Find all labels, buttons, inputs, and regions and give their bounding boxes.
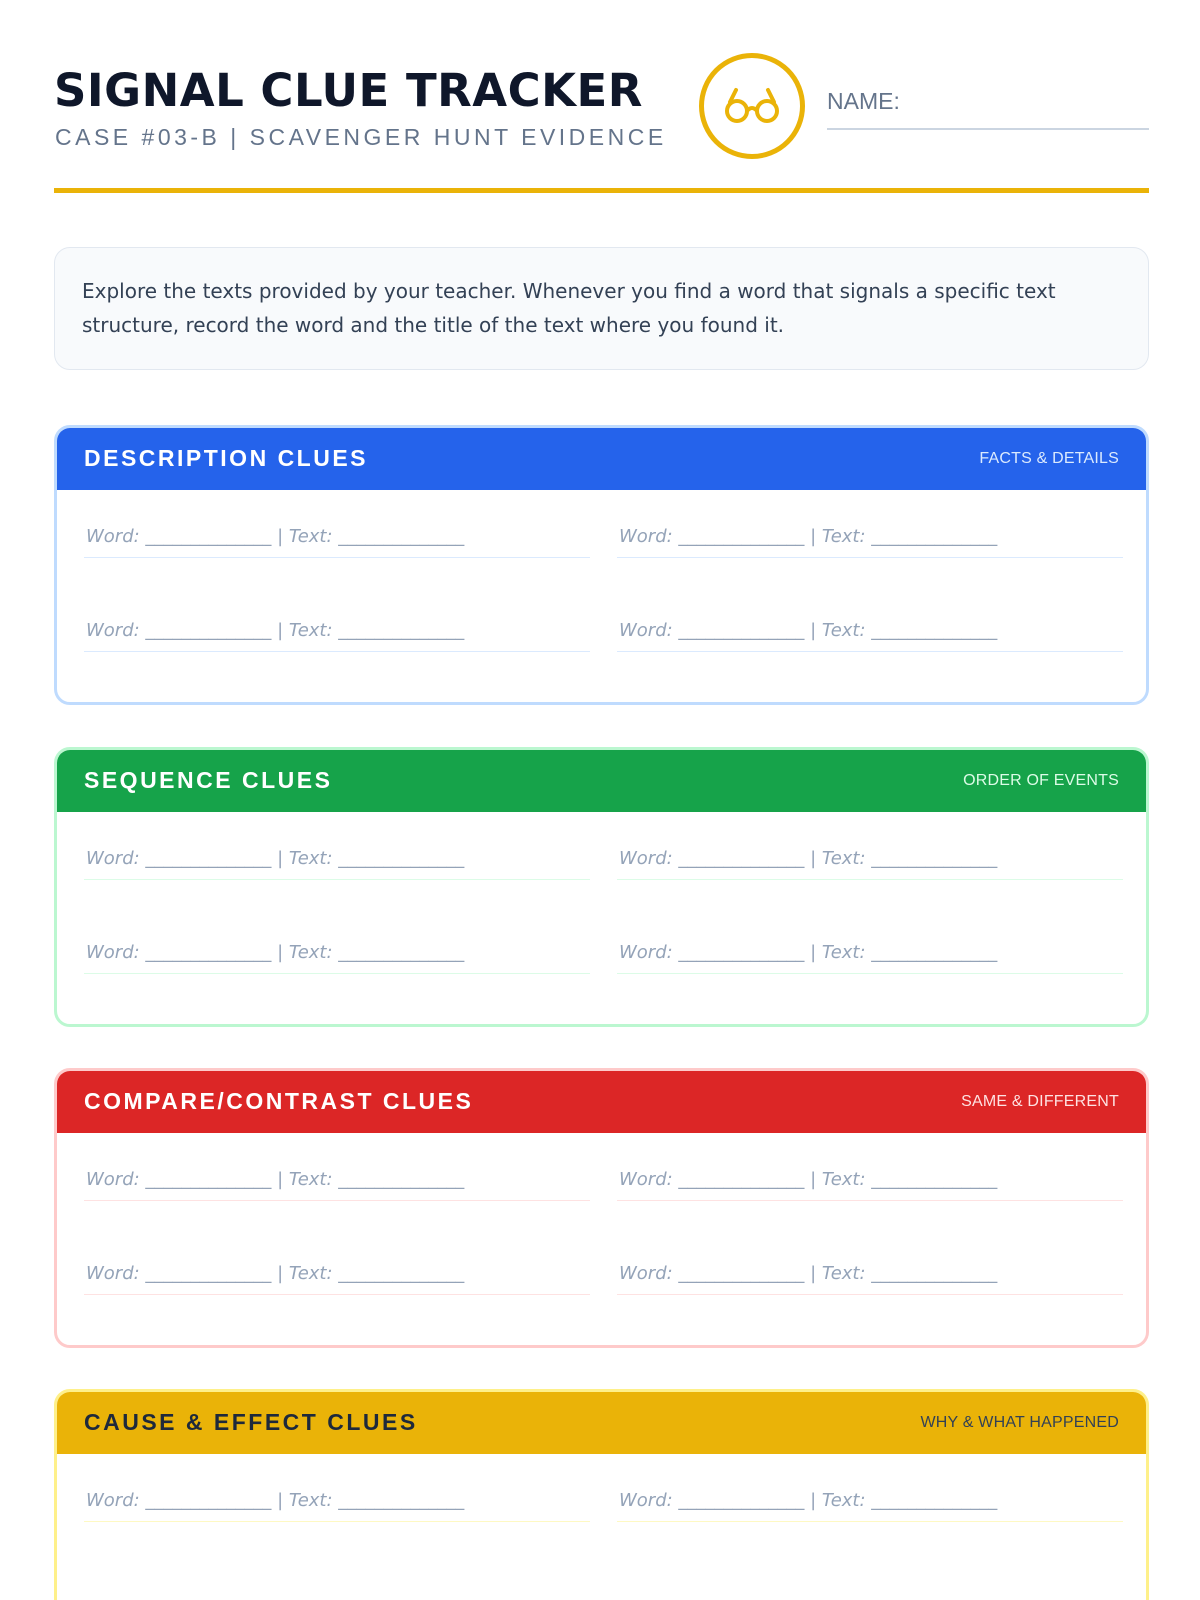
section-header [57,1392,1146,1454]
clue-entry-field[interactable] [617,1482,1123,1522]
section-tag: WHY & WHAT HAPPENED [920,1414,1119,1431]
section-header [57,750,1146,812]
section-compare-contrast [54,1068,1149,1348]
clue-entry-prompt: Word: ______________ | Text: ______________ [619,620,998,641]
section-header [57,1071,1146,1133]
clue-entry-field[interactable] [84,1482,590,1522]
section-tag: FACTS & DETAILS [979,450,1119,467]
section-title: COMPARE/CONTRAST CLUES [84,1088,474,1114]
clue-entry-field[interactable] [617,1255,1123,1295]
section-header [57,428,1146,490]
section-description [54,425,1149,705]
name-field[interactable] [827,88,1149,130]
clue-entry-field[interactable] [84,840,590,880]
glasses-icon [724,86,780,126]
clue-entry-prompt: Word: ______________ | Text: ______________ [619,526,998,547]
clue-entry-prompt: Word: ______________ | Text: ______________ [86,620,465,641]
section-tag: SAME & DIFFERENT [961,1093,1119,1110]
clue-entry-field[interactable] [617,612,1123,652]
clue-entry-prompt: Word: ______________ | Text: ______________ [86,1169,465,1190]
clue-entry-field[interactable] [617,1161,1123,1201]
clue-entry-prompt: Word: ______________ | Text: ______________ [86,526,465,547]
clue-entry-prompt: Word: ______________ | Text: ______________ [619,1490,998,1511]
clue-entry-prompt: Word: ______________ | Text: ______________ [86,1263,465,1284]
clue-entry-prompt: Word: ______________ | Text: ______________ [86,848,465,869]
clue-entry-field[interactable] [617,840,1123,880]
clue-entry-prompt: Word: ______________ | Text: ______________ [619,1169,998,1190]
clue-entry-field[interactable] [84,1255,590,1295]
clue-entry-field[interactable] [84,518,590,558]
clue-entry-prompt: Word: ______________ | Text: ______________ [619,942,998,963]
header-divider [54,188,1149,193]
section-cause-effect [54,1389,1149,1600]
section-tag: ORDER OF EVENTS [963,772,1119,789]
section-title: DESCRIPTION CLUES [84,445,369,471]
name-label: NAME: [827,88,900,114]
section-title: SEQUENCE CLUES [84,767,333,793]
clue-entry-field[interactable] [84,612,590,652]
section-title: CAUSE & EFFECT CLUES [84,1409,418,1435]
clue-entry-field[interactable] [84,1161,590,1201]
clue-entry-prompt: Word: ______________ | Text: ______________ [86,1490,465,1511]
clue-entry-prompt: Word: ______________ | Text: ______________ [619,848,998,869]
instructions-text: Explore the texts provided by your teacher. Whenever you find a word that signals a specific text structure, record the word and the title of the text where you found it. [82,279,1056,337]
clue-entry-field[interactable] [617,934,1123,974]
clue-entry-field[interactable] [84,934,590,974]
worksheet-header [54,52,1149,192]
instructions-box [54,247,1149,370]
clue-entry-prompt: Word: ______________ | Text: ______________ [619,1263,998,1284]
clue-entry-field[interactable] [617,518,1123,558]
detective-badge [699,53,805,159]
clue-entry-prompt: Word: ______________ | Text: ______________ [86,942,465,963]
worksheet-title: SIGNAL CLUE TRACKER [54,64,643,117]
case-subtitle: CASE #03-B | SCAVENGER HUNT EVIDENCE [55,124,667,150]
section-sequence [54,747,1149,1027]
